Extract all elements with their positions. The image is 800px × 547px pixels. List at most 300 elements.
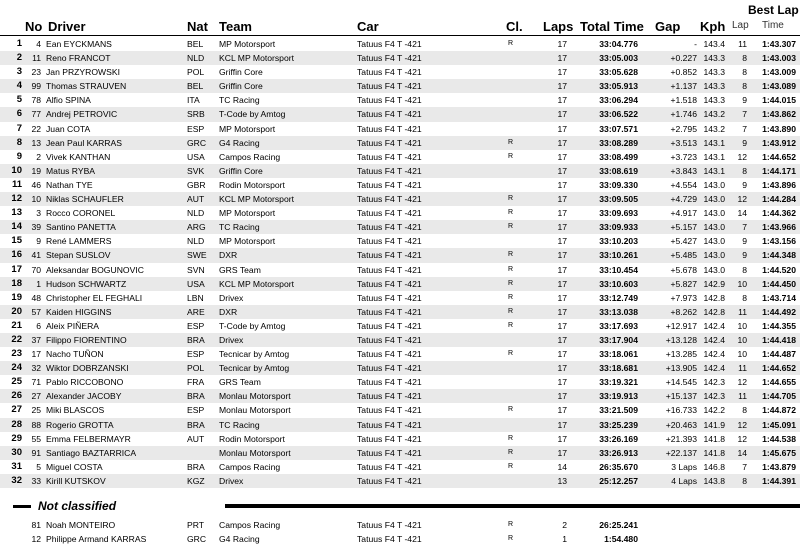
cell-best-lap-number: 8	[742, 292, 747, 303]
cell-laps: 17	[557, 377, 567, 388]
cell-best-lap-number: 8	[742, 264, 747, 275]
cell-team-name: DXR	[219, 306, 238, 317]
cell-total-time: 33:17.904	[599, 334, 638, 345]
cell-position: 13	[11, 207, 22, 219]
table-row	[0, 51, 800, 65]
cell-nationality: GBR	[187, 179, 206, 190]
cell-car-model: Tatuus F4 T -421	[357, 81, 422, 92]
cell-driver-name: Ean EYCKMANS	[46, 39, 112, 49]
cell-driver-name: Noah MONTEIRO	[46, 520, 116, 530]
cell-car-model: Tatuus F4 T -421	[357, 334, 422, 345]
cell-driver-name: Christopher EL FEGHALI	[46, 292, 143, 303]
cell-speed-kph: 143.3	[703, 67, 725, 78]
cell-best-lap-number: 12	[737, 377, 747, 388]
cell-nationality: BRA	[187, 391, 205, 402]
cell-car-model: Tatuus F4 T -421	[357, 250, 422, 261]
header-cl: Cl.	[506, 19, 523, 34]
cell-total-time: 33:19.321	[599, 377, 638, 388]
cell-laps: 17	[557, 179, 567, 190]
cell-gap: +21.393	[665, 433, 697, 444]
cell-driver-name: Jan PRZYROWSKI	[46, 67, 121, 78]
cell-car-number: 41	[31, 250, 41, 261]
cell-class: R	[508, 434, 514, 442]
cell-gap: +3.843	[670, 165, 697, 176]
cell-position: 8	[16, 136, 22, 148]
cell-car-model: Tatuus F4 T -421	[357, 236, 422, 247]
cell-position: 24	[11, 362, 22, 374]
table-row	[0, 150, 800, 164]
cell-gap: +1.518	[670, 95, 697, 106]
cell-best-lap-number: 8	[742, 53, 747, 64]
cell-speed-kph: 146.8	[703, 461, 725, 472]
cell-total-time: 33:06.522	[599, 109, 638, 120]
cell-total-time: 25:12.257	[599, 475, 638, 486]
cell-laps: 17	[557, 137, 567, 148]
cell-best-lap-time: 1:43.966	[762, 222, 796, 233]
cell-team-name: Rodin Motorsport	[219, 179, 285, 190]
cell-class: R	[508, 406, 514, 414]
cell-speed-kph: 141.8	[703, 447, 725, 458]
cell-driver-name: Nacho TUÑON	[46, 349, 104, 360]
cell-laps: 2	[562, 520, 567, 530]
cell-nationality: ARE	[187, 306, 205, 317]
cell-laps: 17	[557, 81, 567, 92]
cell-nationality: USA	[187, 151, 205, 162]
cell-car-number: 71	[31, 377, 41, 388]
table-row	[0, 234, 800, 248]
cell-driver-name: Alexander JACOBY	[46, 391, 122, 402]
table-row	[0, 418, 800, 432]
cell-gap: +16.733	[665, 405, 697, 416]
cell-team-name: Drivex	[219, 475, 244, 486]
cell-team-name: KCL MP Motorsport	[219, 278, 294, 289]
cell-laps: 17	[557, 419, 567, 430]
cell-car-number: 37	[31, 334, 41, 345]
cell-car-number: 91	[31, 447, 41, 458]
cell-team-name: GRS Team	[219, 264, 261, 275]
cell-speed-kph: 142.9	[703, 278, 725, 289]
cell-driver-name: Kaiden HIGGINS	[46, 306, 112, 317]
cell-driver-name: Alfio SPINA	[46, 95, 91, 106]
cell-gap: +15.137	[665, 391, 697, 402]
cell-total-time: 33:05.628	[599, 67, 638, 78]
cell-best-lap-number: 9	[742, 137, 747, 148]
cell-best-lap-time: 1:43.912	[762, 137, 796, 148]
cell-speed-kph: 143.8	[703, 475, 725, 486]
cell-driver-name: Nathan TYE	[46, 179, 93, 190]
cell-class: R	[508, 293, 514, 301]
cell-laps: 14	[557, 461, 567, 472]
cell-best-lap-number: 11	[738, 363, 747, 374]
cell-total-time: 33:09.693	[599, 208, 638, 219]
cell-car-number: 9	[36, 236, 41, 247]
cell-best-lap-number: 9	[742, 179, 747, 190]
cell-total-time: 33:08.289	[599, 137, 638, 148]
table-row	[0, 93, 800, 107]
cell-laps: 13	[557, 475, 567, 486]
cell-team-name: Griffin Core	[219, 67, 263, 78]
cell-best-lap-time: 1:44.652	[762, 363, 796, 374]
cell-total-time: 33:06.294	[599, 95, 638, 106]
cell-car-number: 12	[31, 534, 41, 545]
cell-best-lap-time: 1:43.862	[762, 109, 796, 120]
cell-driver-name: Philippe Armand KARRAS	[46, 534, 147, 545]
cell-best-lap-time: 1:44.450	[762, 278, 796, 289]
cell-best-lap-time: 1:44.391	[762, 475, 796, 486]
table-row	[0, 263, 800, 277]
cell-nationality: BRA	[187, 461, 205, 472]
cell-position: 2	[16, 52, 22, 64]
cell-best-lap-number: 8	[742, 405, 747, 416]
cell-car-number: 25	[31, 405, 41, 416]
cell-speed-kph: 143.0	[703, 208, 725, 219]
cell-team-name: TC Racing	[219, 419, 260, 430]
cell-nationality: USA	[187, 278, 205, 289]
cell-class: R	[508, 279, 514, 287]
cell-nationality: NLD	[187, 208, 205, 219]
cell-laps: 17	[557, 349, 567, 360]
cell-best-lap-number: 7	[742, 123, 747, 134]
header-rule	[0, 35, 800, 36]
cell-best-lap-time: 1:44.418	[762, 334, 796, 345]
cell-car-number: 17	[31, 349, 41, 360]
table-row	[0, 192, 800, 206]
cell-driver-name: Vivek KANTHAN	[46, 151, 111, 162]
cell-total-time: 33:10.454	[599, 264, 638, 275]
table-row	[0, 446, 800, 460]
cell-driver-name: Matus RYBA	[46, 165, 96, 176]
cell-gap: +13.905	[665, 363, 697, 374]
cell-position: 18	[11, 277, 22, 289]
cell-best-lap-time: 1:45.675	[762, 447, 796, 458]
header-laps: Laps	[543, 19, 574, 34]
cell-team-name: Griffin Core	[219, 81, 263, 92]
cell-position: 30	[11, 446, 22, 458]
cell-team-name: T-Code by Amtog	[219, 109, 286, 120]
cell-gap: +22.137	[665, 447, 697, 458]
cell-speed-kph: 143.4	[703, 39, 725, 49]
cell-best-lap-number: 14	[737, 447, 747, 458]
cell-total-time: 33:26.169	[599, 433, 638, 444]
cell-position: 27	[11, 404, 22, 416]
cell-team-name: TC Racing	[219, 222, 260, 233]
cell-position: 15	[11, 235, 22, 247]
table-row	[0, 305, 800, 319]
cell-gap: +7.973	[670, 292, 697, 303]
table-row	[0, 333, 800, 347]
table-row	[0, 319, 800, 333]
cell-driver-name: Wiktor DOBRZANSKI	[46, 363, 129, 374]
cell-best-lap-time: 1:44.538	[762, 433, 796, 444]
cell-nationality: BRA	[187, 419, 205, 430]
cell-position: 16	[11, 249, 22, 261]
cell-car-number: 19	[31, 165, 41, 176]
cell-best-lap-time: 1:44.348	[762, 250, 796, 261]
cell-car-number: 13	[31, 137, 41, 148]
cell-best-lap-time: 1:44.655	[762, 377, 796, 388]
cell-car-model: Tatuus F4 T -421	[357, 433, 422, 444]
cell-speed-kph: 143.0	[703, 264, 725, 275]
cell-gap: +3.513	[670, 137, 697, 148]
cell-gap: +20.463	[665, 419, 697, 430]
cell-best-lap-time: 1:44.487	[762, 349, 796, 360]
cell-speed-kph: 143.0	[703, 236, 725, 247]
cell-class: R	[508, 321, 514, 329]
cell-car-model: Tatuus F4 T -421	[357, 179, 422, 190]
cell-total-time: 33:09.505	[599, 194, 638, 205]
cell-team-name: G4 Racing	[219, 137, 260, 148]
cell-laps: 1	[562, 534, 567, 545]
cell-nationality: ARG	[187, 222, 206, 233]
cell-total-time: 33:13.038	[599, 306, 638, 317]
table-row	[0, 164, 800, 178]
cell-best-lap-number: 8	[742, 165, 747, 176]
cell-nationality: POL	[187, 67, 205, 78]
cell-speed-kph: 143.1	[703, 165, 725, 176]
cell-car-number: 78	[31, 95, 41, 106]
cell-gap: +5.157	[670, 222, 697, 233]
cell-car-number: 55	[31, 433, 41, 444]
cell-laps: 17	[557, 264, 567, 275]
cell-total-time: 33:05.003	[599, 53, 638, 64]
cell-best-lap-number: 14	[737, 208, 747, 219]
cell-total-time: 33:09.330	[599, 179, 638, 190]
cell-gap: +1.137	[670, 81, 697, 92]
cell-speed-kph: 141.8	[703, 433, 725, 444]
cell-speed-kph: 143.0	[703, 179, 725, 190]
cell-class: R	[508, 40, 514, 47]
cell-best-lap-number: 12	[737, 151, 747, 162]
cell-nationality: NLD	[187, 53, 205, 64]
cell-best-lap-number: 9	[742, 95, 747, 106]
cell-nationality: AUT	[187, 194, 205, 205]
cell-car-number: 32	[31, 363, 41, 374]
table-row	[0, 375, 800, 389]
cell-car-model: Tatuus F4 T -421	[357, 377, 422, 388]
cell-nationality: SWE	[187, 250, 207, 261]
table-row	[0, 206, 800, 220]
cell-team-name: Campos Racing	[219, 151, 281, 162]
cell-total-time: 26:35.670	[599, 461, 638, 472]
cell-gap: +5.678	[670, 264, 697, 275]
cell-driver-name: Miguel COSTA	[46, 461, 103, 472]
header-driver: Driver	[48, 19, 86, 34]
cell-nationality: BEL	[187, 81, 204, 92]
cell-driver-name: Reno FRANCOT	[46, 53, 111, 64]
cell-driver-name: Rocco CORONEL	[46, 208, 116, 219]
cell-class: R	[508, 195, 514, 203]
cell-laps: 17	[557, 320, 567, 331]
cell-gap: +0.852	[670, 67, 697, 78]
cell-total-time: 33:05.913	[599, 81, 638, 92]
cell-driver-name: Thomas STRAUVEN	[46, 81, 127, 92]
cell-speed-kph: 141.9	[703, 419, 725, 430]
cell-speed-kph: 142.8	[703, 306, 725, 317]
cell-best-lap-number: 7	[742, 109, 747, 120]
cell-best-lap-number: 11	[738, 306, 747, 317]
cell-team-name: T-Code by Amtog	[219, 320, 286, 331]
cell-total-time: 33:26.913	[599, 447, 638, 458]
cell-team-name: Tecnicar by Amtog	[219, 349, 290, 360]
cell-team-name: Monlau Motorsport	[219, 391, 291, 402]
cell-best-lap-time: 1:43.009	[762, 67, 796, 78]
cell-car-model: Tatuus F4 T -421	[357, 461, 422, 472]
cell-speed-kph: 143.0	[703, 194, 725, 205]
cell-best-lap-time: 1:43.156	[762, 236, 796, 247]
cell-car-number: 23	[31, 67, 41, 78]
cell-total-time: 33:12.749	[599, 292, 638, 303]
not-classified-header	[0, 498, 800, 516]
cell-class: R	[508, 462, 514, 470]
cell-car-model: Tatuus F4 T -421	[357, 278, 422, 289]
table-row	[0, 347, 800, 361]
cell-team-name: Campos Racing	[219, 461, 281, 472]
section-rule	[225, 504, 800, 508]
cell-laps: 17	[557, 123, 567, 134]
cell-best-lap-time: 1:43.307	[762, 39, 796, 49]
cell-best-lap-time: 1:44.872	[762, 405, 796, 416]
cell-driver-name: Kirill KUTSKOV	[46, 475, 106, 486]
cell-speed-kph: 143.2	[703, 123, 725, 134]
cell-nationality: ESP	[187, 123, 205, 134]
cell-driver-name: Aleksandar BOGUNOVIC	[46, 264, 144, 275]
cell-car-model: Tatuus F4 T -421	[357, 292, 422, 303]
cell-best-lap-number: 12	[737, 194, 747, 205]
cell-class: R	[508, 307, 514, 315]
cell-gap: +4.729	[670, 194, 697, 205]
cell-gap: +5.427	[670, 236, 697, 247]
cell-best-lap-number: 12	[737, 419, 747, 430]
table-row	[0, 291, 800, 305]
cell-position: 32	[11, 474, 22, 486]
cell-best-lap-number: 11	[738, 39, 747, 49]
cell-car-model: Tatuus F4 T -421	[357, 39, 422, 49]
cell-laps: 17	[557, 208, 567, 219]
cell-speed-kph: 143.0	[703, 222, 725, 233]
cell-best-lap-time: 1:44.284	[762, 194, 796, 205]
cell-best-lap-number: 12	[737, 433, 747, 444]
cell-team-name: Tecnicar by Amtog	[219, 363, 290, 374]
cell-car-model: Tatuus F4 T -421	[357, 520, 422, 530]
table-row	[0, 389, 800, 403]
table-row	[0, 136, 800, 150]
cell-class: R	[508, 521, 514, 528]
cell-gap: +8.262	[670, 306, 697, 317]
cell-gap: +2.795	[670, 123, 697, 134]
cell-gap: +5.485	[670, 250, 697, 261]
cell-laps: 17	[557, 292, 567, 303]
cell-speed-kph: 142.3	[703, 391, 725, 402]
cell-position: 9	[16, 150, 22, 162]
cell-nationality: PRT	[187, 520, 205, 530]
table-row	[0, 248, 800, 262]
cell-car-number: 77	[31, 109, 41, 120]
cell-driver-name: Miki BLASCOS	[46, 405, 105, 416]
cell-best-lap-time: 1:43.879	[762, 461, 796, 472]
cell-laps: 17	[557, 151, 567, 162]
cell-position: 25	[11, 376, 22, 388]
cell-total-time: 33:10.203	[599, 236, 638, 247]
cell-car-model: Tatuus F4 T -421	[357, 391, 422, 402]
cell-total-time: 1:54.480	[604, 534, 638, 545]
cell-nationality: BRA	[187, 334, 205, 345]
cell-nationality: GRC	[187, 534, 207, 545]
table-row	[0, 178, 800, 192]
cell-team-name: Griffin Core	[219, 165, 263, 176]
cell-nationality: KGZ	[187, 475, 205, 486]
cell-speed-kph: 142.8	[703, 292, 725, 303]
cell-driver-name: René LAMMERS	[46, 236, 112, 247]
cell-laps: 17	[557, 405, 567, 416]
cell-driver-name: Aleix PIÑERA	[46, 320, 100, 331]
cell-team-name: Monlau Motorsport	[219, 405, 291, 416]
cell-car-model: Tatuus F4 T -421	[357, 419, 422, 430]
results-table	[0, 37, 800, 488]
cell-gap: +14.545	[665, 377, 697, 388]
cell-car-model: Tatuus F4 T -421	[357, 123, 422, 134]
table-row	[0, 65, 800, 79]
cell-position: 3	[16, 66, 22, 78]
cell-nationality: FRA	[187, 377, 205, 388]
cell-speed-kph: 143.2	[703, 109, 725, 120]
cell-car-model: Tatuus F4 T -421	[357, 165, 422, 176]
cell-best-lap-time: 1:44.705	[762, 391, 796, 402]
cell-position: 26	[11, 390, 22, 402]
not-classified-table	[0, 518, 800, 546]
cell-best-lap-time: 1:43.003	[762, 53, 796, 64]
cell-best-lap-number: 10	[737, 334, 747, 345]
cell-position: 19	[11, 291, 22, 303]
cell-car-number: 39	[31, 222, 41, 233]
cell-laps: 17	[557, 194, 567, 205]
cell-driver-name: Hudson SCHWARTZ	[46, 278, 127, 289]
cell-position: 11	[11, 178, 22, 190]
cell-class: R	[508, 448, 514, 456]
cell-car-number: 6	[36, 320, 41, 331]
cell-car-number: 81	[31, 520, 41, 530]
cell-class: R	[508, 350, 514, 358]
cell-best-lap-number: 9	[742, 236, 747, 247]
table-row	[0, 474, 800, 488]
cell-total-time: 33:10.603	[599, 278, 638, 289]
cell-laps: 17	[557, 39, 567, 49]
cell-car-number: 57	[31, 306, 41, 317]
not-classified-title: Not classified	[38, 499, 117, 513]
cell-total-time: 33:18.061	[599, 349, 638, 360]
cell-driver-name: Stepan SUSLOV	[46, 250, 111, 261]
cell-driver-name: Jean Paul KARRAS	[46, 137, 122, 148]
cell-car-model: Tatuus F4 T -421	[357, 534, 422, 545]
cell-nationality: SVK	[187, 165, 205, 176]
cell-laps: 17	[557, 433, 567, 444]
header-nat: Nat	[187, 19, 208, 34]
cell-car-model: Tatuus F4 T -421	[357, 208, 422, 219]
cell-best-lap-time: 1:43.896	[762, 179, 796, 190]
cell-car-model: Tatuus F4 T -421	[357, 349, 422, 360]
header-team: Team	[219, 19, 252, 34]
cell-laps: 17	[557, 222, 567, 233]
cell-total-time: 33:21.509	[599, 405, 638, 416]
cell-class: R	[508, 223, 514, 231]
cell-car-model: Tatuus F4 T -421	[357, 475, 422, 486]
table-row	[0, 518, 800, 532]
cell-team-name: G4 Racing	[219, 534, 260, 545]
cell-best-lap-time: 1:44.652	[762, 151, 796, 162]
cell-position: 4	[16, 80, 22, 92]
header-no: No	[25, 19, 43, 34]
header-car: Car	[357, 19, 379, 34]
cell-total-time: 33:19.913	[599, 391, 638, 402]
